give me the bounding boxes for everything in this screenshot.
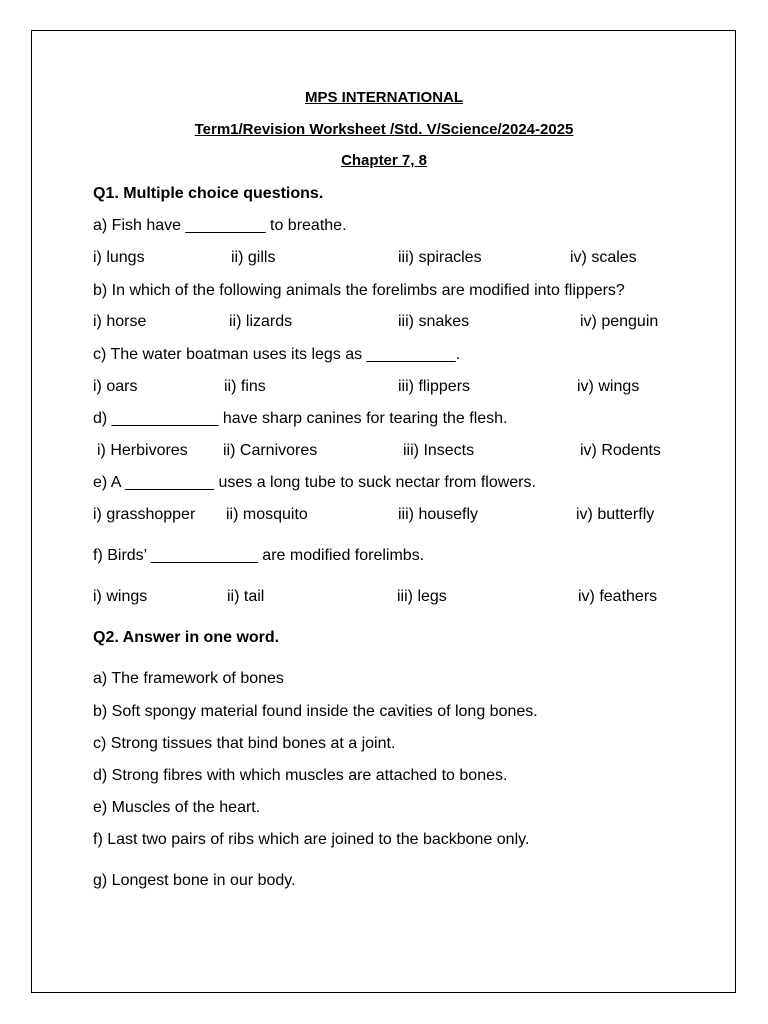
mcq-d-option-2: ii) Carnivores xyxy=(223,442,318,459)
school-name: MPS INTERNATIONAL xyxy=(304,89,464,106)
q2-item-f: f) Last two pairs of ribs which are joined to the backbone only. xyxy=(93,831,530,848)
mcq-f-option-1: i) wings xyxy=(93,588,148,605)
mcq-d-option-4: iv) Rodents xyxy=(580,442,661,459)
mcq-question-e: e) A __________ uses a long tube to suck nectar from flowers. xyxy=(93,474,536,491)
mcq-f-option-3: iii) legs xyxy=(397,588,447,605)
q2-item-g: g) Longest bone in our body. xyxy=(93,872,296,889)
q1-heading: Q1. Multiple choice questions. xyxy=(93,185,324,202)
mcq-b-option-3: iii) snakes xyxy=(398,313,470,330)
mcq-f-option-4: iv) feathers xyxy=(578,588,658,605)
mcq-a-option-2: ii) gills xyxy=(231,249,276,266)
q2-item-e: e) Muscles of the heart. xyxy=(93,799,261,816)
worksheet-subtitle: Term1/Revision Worksheet /Std. V/Science/2024-2025 xyxy=(194,121,574,138)
q2-item-d: d) Strong fibres with which muscles are attached to bones. xyxy=(93,767,508,784)
mcq-e-option-3: iii) housefly xyxy=(398,506,479,523)
mcq-a-option-1: i) lungs xyxy=(93,249,145,266)
q2-item-c: c) Strong tissues that bind bones at a joint. xyxy=(93,735,396,752)
mcq-question-b: b) In which of the following animals the forelimbs are modified into flippers? xyxy=(93,282,625,299)
mcq-question-f: f) Birds’ ____________ are modified forelimbs. xyxy=(93,547,425,564)
mcq-a-option-3: iii) spiracles xyxy=(398,249,482,266)
mcq-d-option-1: i) Herbivores xyxy=(97,442,188,459)
mcq-f-option-2: ii) tail xyxy=(227,588,265,605)
mcq-d-option-3: iii) Insects xyxy=(403,442,475,459)
mcq-b-option-2: ii) lizards xyxy=(229,313,293,330)
mcq-question-a: a) Fish have _________ to breathe. xyxy=(93,217,347,234)
mcq-c-option-4: iv) wings xyxy=(577,378,640,395)
mcq-e-option-4: iv) butterfly xyxy=(576,506,655,523)
mcq-e-option-2: ii) mosquito xyxy=(226,506,308,523)
mcq-b-option-4: iv) penguin xyxy=(580,313,659,330)
mcq-c-option-2: ii) fins xyxy=(224,378,266,395)
q2-heading: Q2. Answer in one word. xyxy=(93,629,280,646)
q2-item-a: a) The framework of bones xyxy=(93,670,284,687)
mcq-c-option-3: iii) flippers xyxy=(398,378,471,395)
mcq-b-option-1: i) horse xyxy=(93,313,147,330)
chapter-title: Chapter 7, 8 xyxy=(341,152,427,169)
mcq-question-c: c) The water boatman uses its legs as __________. xyxy=(93,346,461,363)
mcq-c-option-1: i) oars xyxy=(93,378,138,395)
mcq-e-option-1: i) grasshopper xyxy=(93,506,196,523)
mcq-a-option-4: iv) scales xyxy=(570,249,637,266)
mcq-question-d: d) ____________ have sharp canines for tearing the flesh. xyxy=(93,410,508,427)
q2-item-b: b) Soft spongy material found inside the cavities of long bones. xyxy=(93,703,538,720)
